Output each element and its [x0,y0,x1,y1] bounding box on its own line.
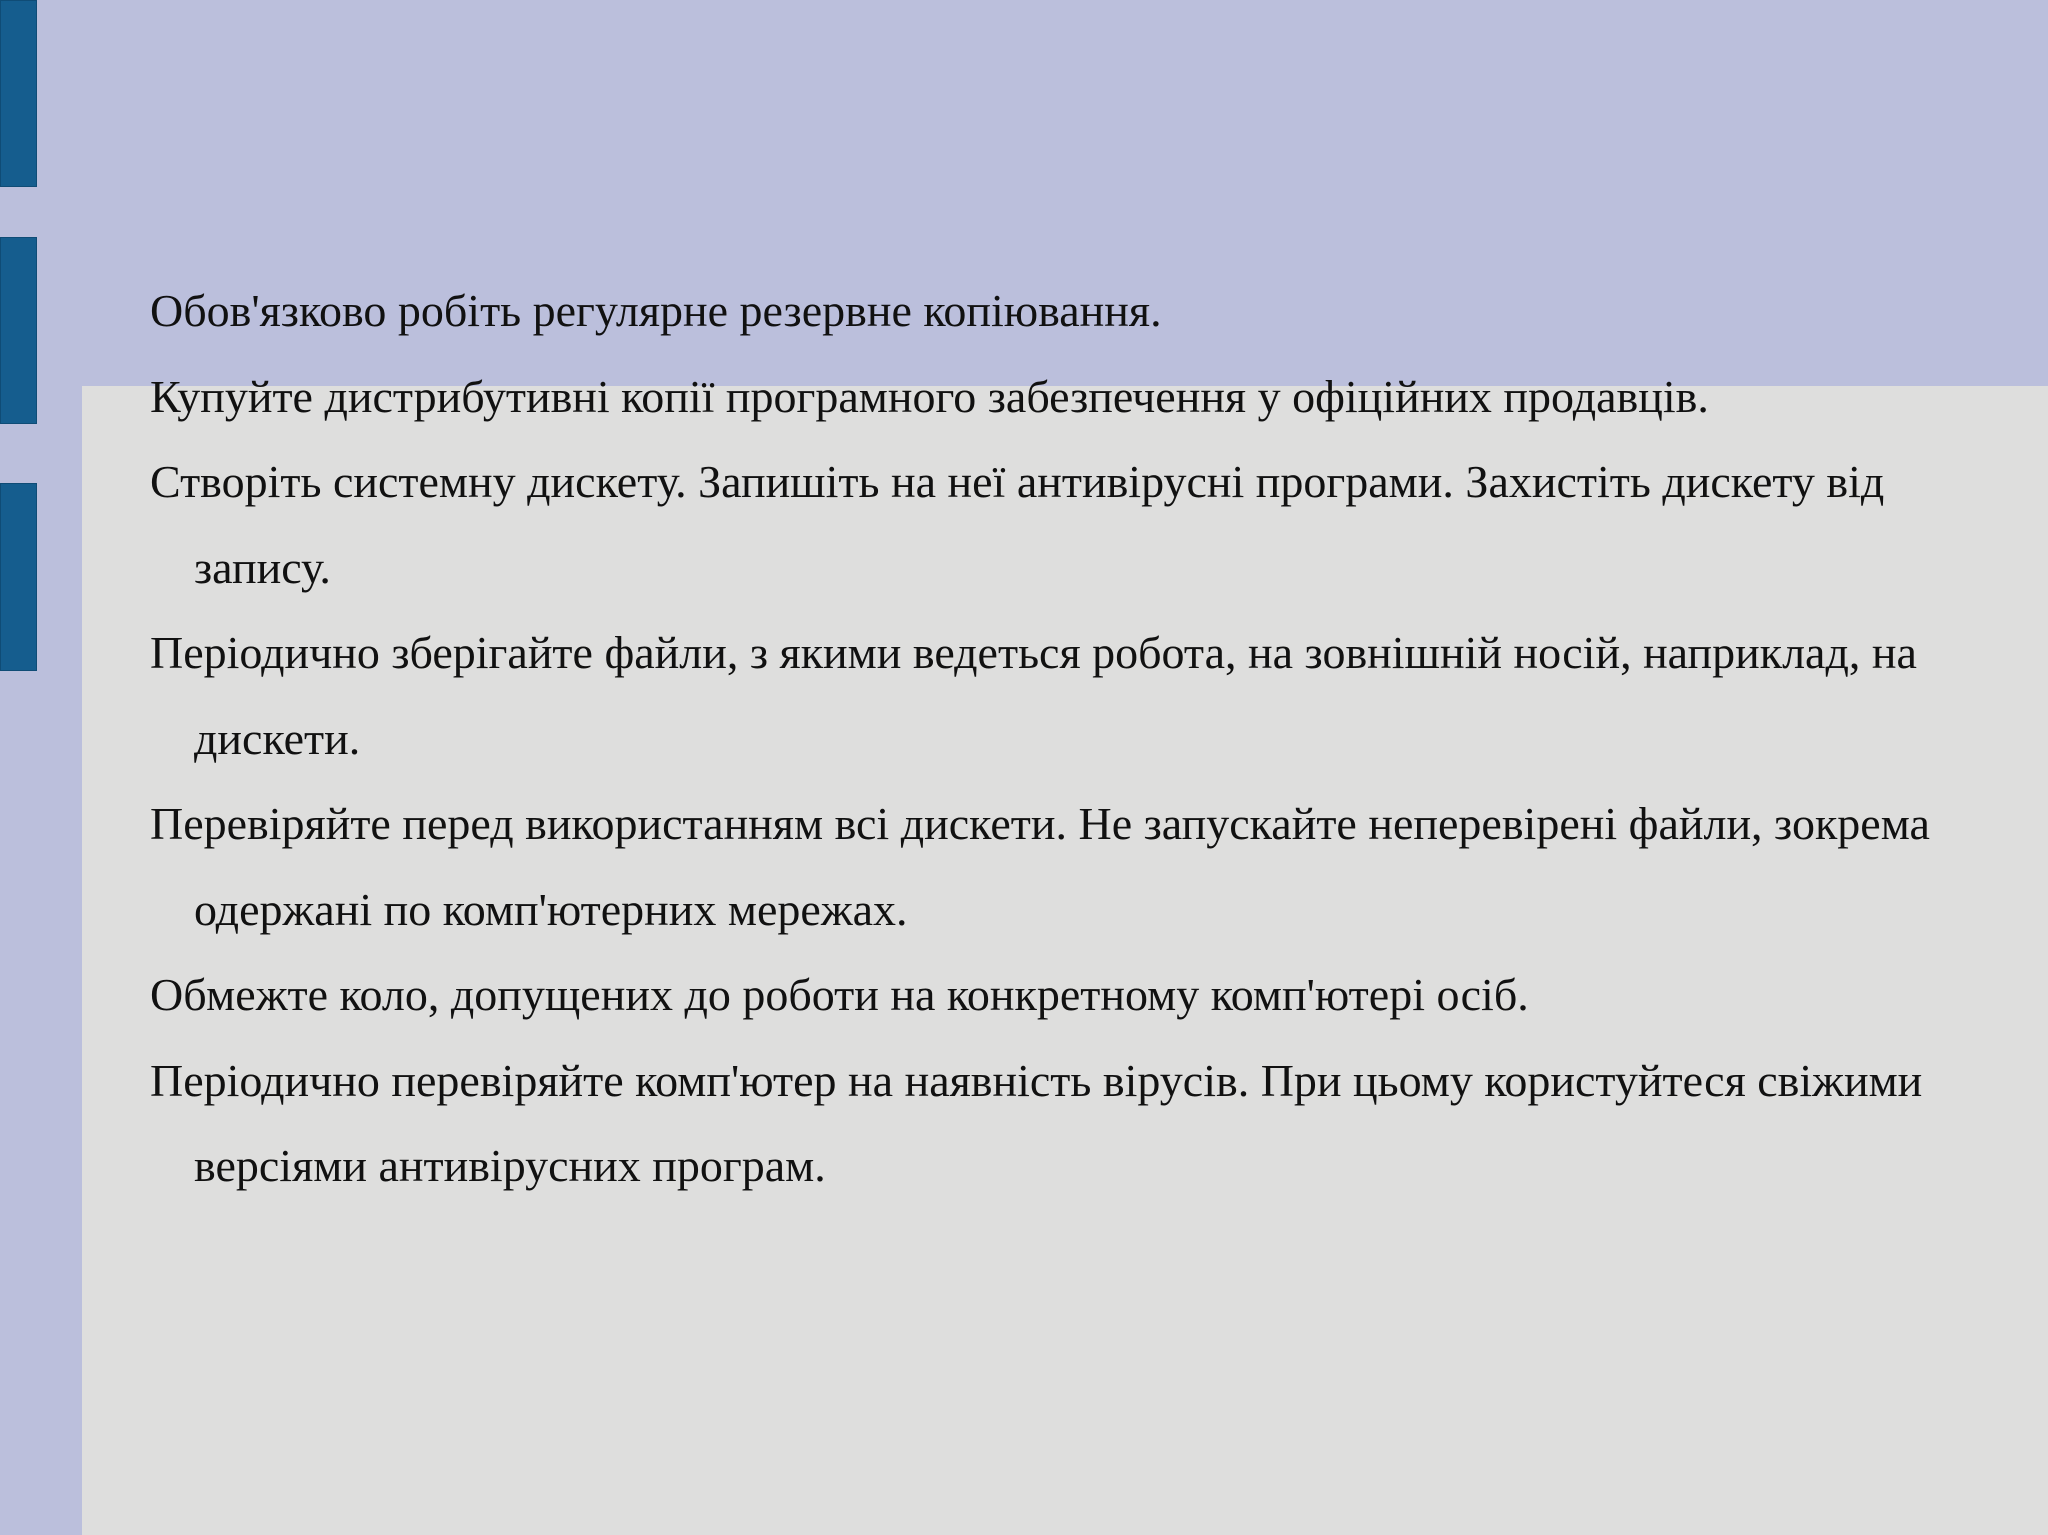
list-item: Перевіряйте перед використанням всі дискети. Не запускайте неперевірені файли, зокрема одержані по комп'ютерних мережах. [150,798,1930,935]
list-item: Створіть системну дискету. Запишіть на неї антивірусні програми. Захистіть дискету від запису. [150,456,1885,593]
list-item: Купуйте дистрибутивні копії програмного забезпечення у офіційних продавців. [150,370,1709,422]
accent-bar-middle [0,237,37,424]
recommendations-list [150,268,1970,1209]
accent-bar-bottom [0,483,37,671]
accent-bar-top [0,0,37,187]
list-item: Обмежте коло, допущених до роботи на конкретному комп'ютері осіб. [150,969,1529,1020]
list-item: Періодично зберігайте файли, з якими ведеться робота, на зовнішній носій, наприклад, на дискети. [150,627,1917,764]
list-item: Періодично перевіряйте комп'ютер на наявність вірусів. При цьому користуйтеся свіжими версіями антивірусних програм. [150,1054,1923,1191]
list-item: Обов'язково робіть регулярне резервне копіювання. [150,285,1162,336]
